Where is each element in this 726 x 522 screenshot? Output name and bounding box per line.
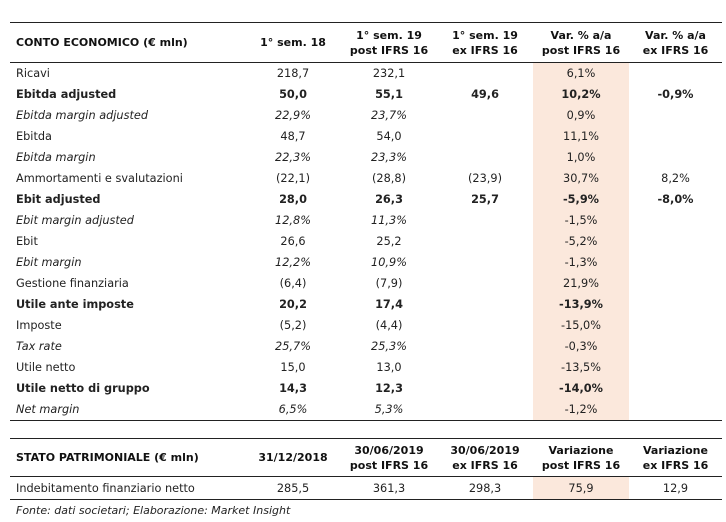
row-label: Utile netto (16, 361, 76, 374)
cell-value: -1,3% (533, 252, 629, 273)
table-row (10, 294, 722, 315)
col-header: Variazione ex IFRS 16 (629, 439, 722, 477)
cell-value: 0,9% (533, 105, 629, 126)
cell-value (437, 126, 533, 147)
cell-value (629, 357, 722, 378)
cell-value: (5,2) (279, 319, 307, 332)
cell-value (437, 147, 533, 168)
cell-value: 25,2 (376, 235, 402, 248)
cell-value (437, 210, 533, 231)
cell-value: 13,0 (376, 361, 402, 374)
table-row (10, 273, 722, 294)
cell-value: 285,5 (245, 477, 341, 500)
cell-value: (7,9) (375, 277, 403, 290)
cell-value: 30,7% (533, 168, 629, 189)
cell-value: 298,3 (437, 477, 533, 500)
cell-value: 48,7 (280, 130, 306, 143)
cell-value (437, 378, 533, 399)
col-header: 1° sem. 18 (245, 23, 341, 63)
cell-value (629, 210, 722, 231)
col-header: 30/06/2019 post IFRS 16 (341, 439, 437, 477)
table-row (10, 210, 722, 231)
row-label: Ricavi (16, 67, 50, 80)
table-row (10, 189, 722, 210)
conto-economico-body (10, 63, 722, 421)
cell-value: 23,7% (371, 109, 407, 122)
cell-value (629, 147, 722, 168)
cell-value (629, 399, 722, 421)
cell-value: (22,1) (276, 172, 310, 185)
cell-value (437, 63, 533, 85)
cell-value: 23,3% (371, 151, 407, 164)
cell-value (629, 336, 722, 357)
table-row (10, 399, 722, 421)
source-footnote: Fonte: dati societari; Elaborazione: Market Insight (16, 504, 291, 517)
col-header: 1° sem. 19 ex IFRS 16 (437, 23, 533, 63)
cell-value: 54,0 (376, 130, 402, 143)
cell-value: -5,2% (533, 231, 629, 252)
cell-value: 26,3 (375, 193, 403, 206)
cell-value: 6,5% (245, 399, 341, 421)
col-header: 31/12/2018 (245, 439, 341, 477)
cell-value (437, 399, 533, 421)
cell-value: (23,9) (468, 172, 502, 185)
conto-economico-title: CONTO ECONOMICO (€ mln) (10, 23, 245, 63)
row-label: Indebitamento finanziario netto (10, 477, 245, 500)
table-row (10, 252, 722, 273)
table-row (10, 357, 722, 378)
cell-value (629, 126, 722, 147)
cell-value: -14,0% (533, 378, 629, 399)
row-label: Ebitda margin (16, 151, 96, 164)
cell-value: 11,1% (533, 126, 629, 147)
table-row (10, 231, 722, 252)
cell-value (437, 294, 533, 315)
cell-value: (28,8) (372, 172, 406, 185)
table-row (10, 315, 722, 336)
col-header: Var. % a/a ex IFRS 16 (629, 23, 722, 63)
cell-value (437, 315, 533, 336)
cell-value: 12,3 (375, 382, 403, 395)
row-label: Tax rate (16, 340, 62, 353)
table-row (10, 84, 722, 105)
cell-value: -8,0% (657, 193, 694, 206)
table-row (10, 147, 722, 168)
cell-value: 75,9 (533, 477, 629, 500)
row-label: Utile ante imposte (16, 298, 134, 311)
cell-value: 55,1 (375, 88, 403, 101)
cell-value (629, 252, 722, 273)
table-row (10, 168, 722, 189)
col-header: 1° sem. 19 post IFRS 16 (341, 23, 437, 63)
cell-value: 22,3% (275, 151, 311, 164)
row-label: Ebitda adjusted (16, 88, 117, 101)
cell-value: 25,7% (275, 340, 311, 353)
cell-value: 15,0 (280, 361, 306, 374)
row-label: Gestione finanziaria (16, 277, 129, 290)
cell-value: 5,3% (341, 399, 437, 421)
table-row (10, 336, 722, 357)
row-label: Ebit adjusted (16, 193, 101, 206)
cell-value (629, 63, 722, 85)
cell-value (629, 294, 722, 315)
cell-value (437, 252, 533, 273)
row-label: Ammortamenti e svalutazioni (16, 172, 183, 185)
cell-value (629, 315, 722, 336)
cell-value (629, 378, 722, 399)
conto-economico-table (10, 22, 722, 421)
conto-economico-header-row (10, 23, 722, 63)
cell-value: 12,9 (629, 477, 722, 500)
cell-value: 8,2% (661, 172, 690, 185)
cell-value: -0,3% (533, 336, 629, 357)
cell-value: -0,9% (657, 88, 694, 101)
row-label: Ebitda margin adjusted (16, 109, 149, 122)
cell-value: 17,4 (375, 298, 403, 311)
cell-value (629, 273, 722, 294)
cell-value (437, 273, 533, 294)
stato-patrimoniale-body (10, 477, 722, 500)
cell-value: 232,1 (372, 67, 406, 80)
row-label: Ebit margin adjusted (16, 214, 134, 227)
row-label: Ebitda (16, 130, 52, 143)
cell-value: 25,3% (371, 340, 407, 353)
cell-value (437, 357, 533, 378)
row-label: Utile netto di gruppo (16, 382, 150, 395)
cell-value: 11,3% (371, 214, 407, 227)
cell-value: (6,4) (279, 277, 307, 290)
cell-value: 10,9% (371, 256, 407, 269)
cell-value: 14,3 (279, 382, 307, 395)
cell-value: 28,0 (279, 193, 307, 206)
cell-value: -13,5% (533, 357, 629, 378)
table-row (10, 378, 722, 399)
row-label: Net margin (10, 399, 245, 421)
row-label: Ebit (16, 235, 38, 248)
cell-value: 10,2% (533, 84, 629, 105)
cell-value: 21,9% (533, 273, 629, 294)
cell-value: -1,5% (533, 210, 629, 231)
cell-value: 49,6 (471, 88, 499, 101)
table-row (10, 126, 722, 147)
col-header: Variazione post IFRS 16 (533, 439, 629, 477)
cell-value: 20,2 (279, 298, 307, 311)
cell-value: 50,0 (279, 88, 307, 101)
cell-value: 361,3 (341, 477, 437, 500)
table-row (10, 105, 722, 126)
cell-value: 218,7 (276, 67, 310, 80)
stato-patrimoniale-header-row (10, 439, 722, 477)
cell-value (437, 336, 533, 357)
table-row (10, 63, 722, 85)
cell-value: 1,0% (533, 147, 629, 168)
cell-value: 12,8% (275, 214, 311, 227)
col-header: 30/06/2019 ex IFRS 16 (437, 439, 533, 477)
cell-value: 25,7 (471, 193, 499, 206)
cell-value: -1,2% (533, 399, 629, 421)
cell-value: 22,9% (275, 109, 311, 122)
table-row (10, 477, 722, 500)
stato-patrimoniale-table (10, 438, 722, 500)
cell-value (629, 231, 722, 252)
cell-value: 12,2% (275, 256, 311, 269)
cell-value: 6,1% (533, 63, 629, 85)
stato-patrimoniale-title: STATO PATRIMONIALE (€ mln) (10, 439, 245, 477)
cell-value: (4,4) (375, 319, 403, 332)
row-label: Imposte (16, 319, 62, 332)
cell-value (629, 105, 722, 126)
cell-value: -15,0% (533, 315, 629, 336)
cell-value: -5,9% (533, 189, 629, 210)
cell-value (437, 105, 533, 126)
cell-value: -13,9% (533, 294, 629, 315)
cell-value: 26,6 (280, 235, 306, 248)
cell-value (437, 231, 533, 252)
row-label: Ebit margin (16, 256, 82, 269)
col-header: Var. % a/a post IFRS 16 (533, 23, 629, 63)
